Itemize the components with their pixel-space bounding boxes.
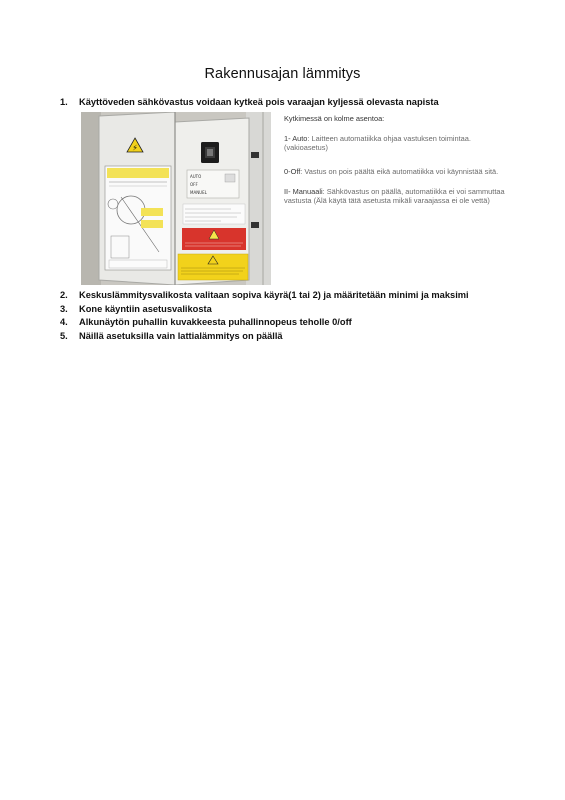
list-item-number: 4. [60, 317, 68, 327]
list-item-number: 5. [60, 331, 68, 341]
page-title: Rakennusajan lämmitys [204, 66, 361, 82]
list-item-text: Kone käyntiin asetusvalikosta [79, 304, 212, 314]
list-item [60, 317, 352, 328]
list-item-number: 3. [60, 304, 68, 314]
list-item-number: 2. [60, 290, 68, 300]
list-item [60, 331, 283, 342]
switch-info-heading: Kytkimessä on kolme asentoa: [284, 114, 385, 123]
list-item-text: Keskuslämmitysvalikosta valitaan sopiva käyrä(1 tai 2) ja määritetään minimi ja maksimi [79, 290, 469, 300]
svg-text:⚡: ⚡ [132, 143, 138, 153]
mode-label: 0-Off [284, 167, 301, 176]
switch-mode-manual [284, 187, 554, 206]
mode-desc: : Laitteen automatiikka ohjaa vastuksen toimintaa. [307, 134, 471, 143]
mode-desc: : Vastus on pois päältä eikä automatiikka voi käynnistää sitä. [300, 167, 499, 176]
list-item-number: 1. [60, 97, 68, 107]
list-item [60, 290, 469, 301]
mode-desc-line2: (vakioasetus) [284, 143, 328, 153]
mode-desc: : Sähkövastus on päällä, automatiikka ei voi sammuttaa [322, 187, 505, 196]
panel-label-auto: AUTO [190, 174, 202, 179]
mode-label: 1- Auto [284, 134, 308, 143]
list-item [60, 97, 439, 108]
list-item-text: Käyttöveden sähkövastus voidaan kytkeä pois varaajan kyljessä olevasta napista [79, 97, 439, 107]
mode-desc-line2: vastusta (Älä käytä tätä asetusta mikäli varaajassa ei ole vettä) [284, 196, 490, 206]
mode-label: II- Manuaali [284, 187, 323, 196]
list-item-text: Näillä asetuksilla vain lattialämmitys on päällä [79, 331, 283, 341]
list-item [60, 304, 212, 315]
panel-label-manuel: MANUEL [190, 190, 207, 195]
switch-mode-off [284, 167, 554, 176]
heater-panel-photo [81, 112, 271, 285]
list-item-text: Alkunäytön puhallin kuvakkeesta puhallinnopeus teholle 0/off [79, 317, 352, 327]
panel-label-off: OFF [190, 182, 198, 187]
switch-mode-auto [284, 134, 554, 153]
